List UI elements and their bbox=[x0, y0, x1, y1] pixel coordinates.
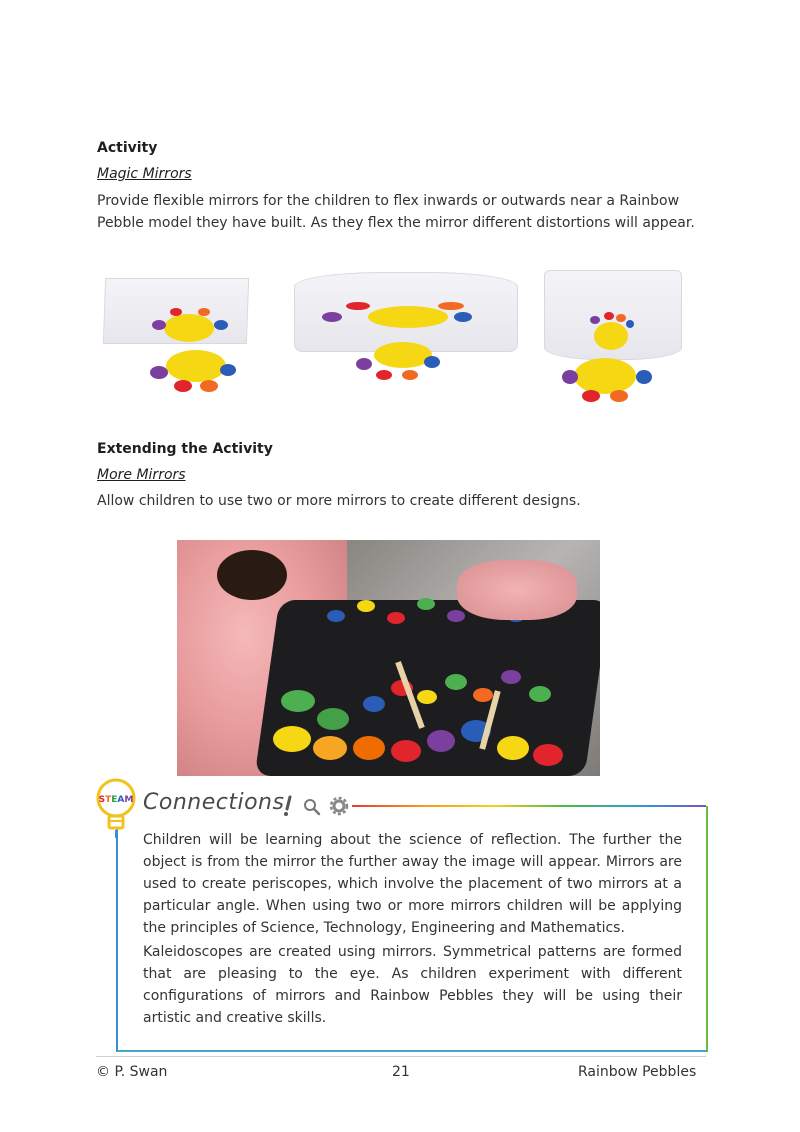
children-mirrors-photo bbox=[177, 540, 600, 776]
activity-subheading: Magic Mirrors bbox=[97, 166, 192, 182]
steam-badge: STEAM bbox=[98, 795, 134, 805]
extending-heading: Extending the Activity bbox=[97, 441, 273, 457]
connections-paragraph-1: Children will be learning about the science of reflection. The further the object is from the mirror the further away the image will appear. Mirrors are used to create periscopes, which involve the placement of two mirrors at a particular angle. When using two or more mirrors children will be applying the principles of Science, Technology, Engineering and Mathematics. bbox=[143, 832, 682, 936]
exclamation-icon bbox=[284, 797, 290, 816]
extending-text: Allow children to use two or more mirrors to create different designs. bbox=[97, 493, 581, 509]
extending-subheading: More Mirrors bbox=[97, 467, 186, 483]
connections-title: Connections bbox=[143, 790, 285, 815]
footer-divider bbox=[96, 1056, 706, 1057]
connections-paragraph-2: Kaleidoscopes are created using mirrors. Symmetrical patterns are formed that are pleasing to the eye. As children experiment with different configurations of mirrors and Rainbow Pebbles they will be using their artistic and creative skills. bbox=[143, 944, 682, 1026]
mirror-photo-curved-in bbox=[540, 266, 686, 408]
mirror-photo-curved-out bbox=[288, 266, 522, 390]
page-number: 21 bbox=[392, 1064, 410, 1080]
activity-text: Provide flexible mirrors for the children to flex inwards or outwards near a Rainbow Pebble model they have built. As they flex the mirror different distortions will appear. bbox=[97, 193, 695, 231]
gear-icon bbox=[331, 798, 347, 814]
magnifier-icon bbox=[305, 800, 319, 814]
connections-icons bbox=[282, 795, 352, 817]
lightbulb-icon bbox=[94, 774, 138, 838]
activity-heading: Activity bbox=[97, 140, 158, 156]
mirror-photo-flat bbox=[100, 272, 284, 404]
footer-book-title: Rainbow Pebbles bbox=[578, 1064, 697, 1080]
connections-rainbow-rule bbox=[352, 805, 706, 807]
footer-copyright: © P. Swan bbox=[96, 1064, 168, 1080]
